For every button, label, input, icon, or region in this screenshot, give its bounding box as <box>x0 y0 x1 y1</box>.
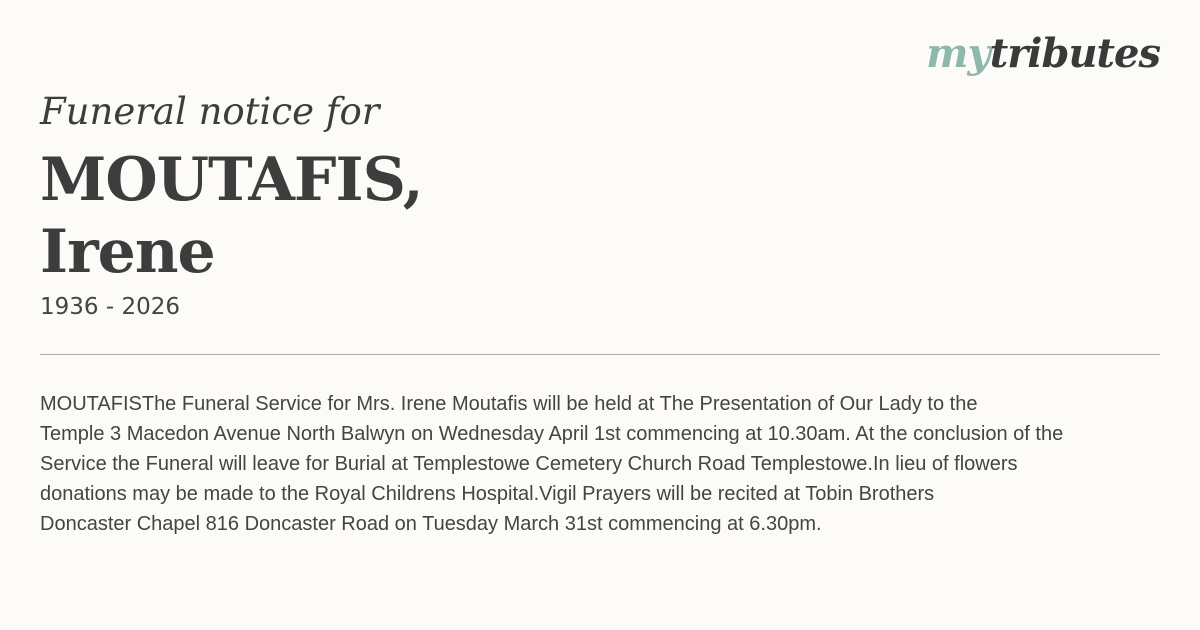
life-years: 1936 - 2026 <box>40 294 180 320</box>
mytributes-logo[interactable] <box>926 32 1160 76</box>
notice-body: MOUTAFISThe Funeral Service for Mrs. Irene Moutafis will be held at The Presentation of Our Lady to the Temple 3 Macedon Avenue North Balwyn on Wednesday April 1st commencing at 10.30am. At the conclusion of the Service the Funeral will leave for Burial at Templestowe Cemetery Church Road Templestowe.In lieu of flowers donations may be made to the Royal Childrens Hospital.Vigil Prayers will be recited at Tobin Brothers Doncaster Chapel 816 Doncaster Road on Tuesday March 31st commencing at 6.30pm. <box>40 393 1064 535</box>
deceased-given-name: Irene <box>40 217 215 287</box>
divider <box>40 354 1160 355</box>
notice-heading <box>40 88 800 288</box>
deceased-surname: MOUTAFIS, <box>40 145 423 215</box>
logo-my-text: my <box>926 30 990 77</box>
deceased-name <box>40 144 800 288</box>
notice-intro: Funeral notice for <box>40 90 380 133</box>
logo-tributes-text: tributes <box>989 30 1160 77</box>
